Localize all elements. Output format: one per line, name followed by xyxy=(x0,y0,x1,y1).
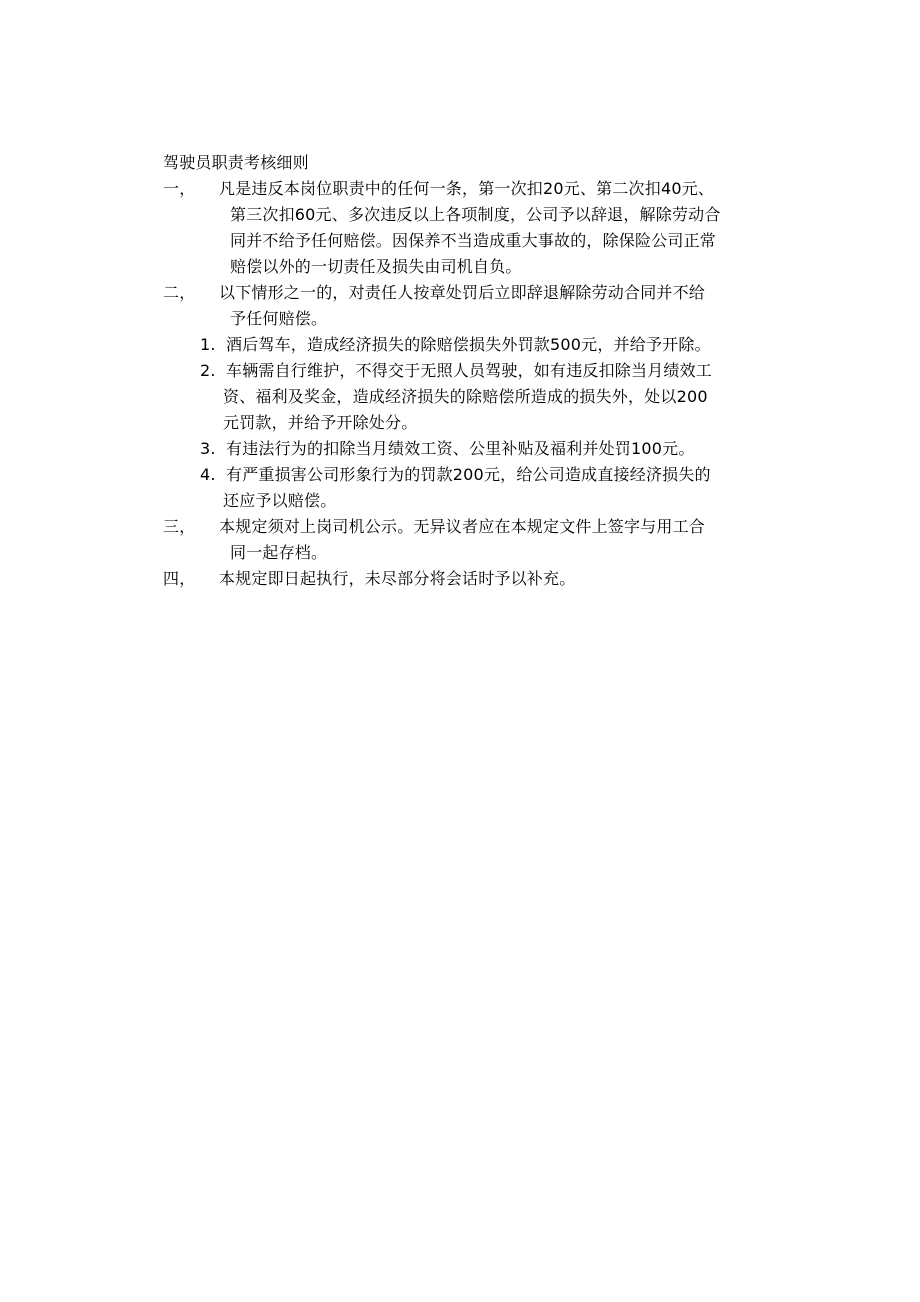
section-number: 三， xyxy=(163,517,196,536)
item-number: 3. xyxy=(200,439,216,458)
text-line: 车辆需自行维护，不得交于无照人员驾驶，如有违反扣除当月绩效工 xyxy=(226,361,713,380)
text-line: 有严重损害公司形象行为的罚款200元，给公司造成直接经济损失的 xyxy=(226,465,711,484)
text-line: 赔偿以外的一切责任及损失由司机自负。 xyxy=(230,257,522,276)
section-4 xyxy=(163,566,793,592)
item-text xyxy=(223,462,793,514)
text-line: 还应予以赔偿。 xyxy=(223,491,337,510)
penalty-list xyxy=(163,332,793,514)
section-text xyxy=(219,280,793,332)
section-2 xyxy=(163,280,793,332)
section-number: 四， xyxy=(163,569,196,588)
document-title: 驾驶员职责考核细则 xyxy=(163,153,309,172)
text-line: 以下情形之一的，对责任人按章处罚后立即辞退解除劳动合同并不给 xyxy=(219,283,706,302)
text-line: 予任何赔偿。 xyxy=(230,309,328,328)
list-item xyxy=(200,332,793,358)
item-text xyxy=(226,332,793,358)
item-text xyxy=(223,358,793,436)
item-number: 4. xyxy=(200,465,216,484)
item-text xyxy=(226,436,793,462)
section-3 xyxy=(163,514,793,566)
section-text xyxy=(219,514,793,566)
text-line: 同并不给予任何赔偿。因保养不当造成重大事故的，除保险公司正常 xyxy=(230,231,717,250)
list-item xyxy=(200,358,793,436)
section-text xyxy=(219,566,793,592)
text-line: 有违法行为的扣除当月绩效工资、公里补贴及福利并处罚100元。 xyxy=(226,439,695,458)
section-number: 二， xyxy=(163,283,196,302)
item-number: 2. xyxy=(200,361,216,380)
list-item xyxy=(200,436,793,462)
section-number: 一， xyxy=(163,179,196,198)
text-line: 本规定须对上岗司机公示。无异议者应在本规定文件上签字与用工合 xyxy=(219,517,706,536)
text-line: 酒后驾车，造成经济损失的除赔偿损失外罚款500元，并给予开除。 xyxy=(226,335,711,354)
text-line: 本规定即日起执行，未尽部分将会话时予以补充。 xyxy=(219,569,576,588)
list-item xyxy=(200,462,793,514)
document-body xyxy=(163,150,793,592)
text-line: 元罚款，并给予开除处分。 xyxy=(223,413,418,432)
text-line: 同一起存档。 xyxy=(230,543,328,562)
text-line: 第三次扣60元、多次违反以上各项制度，公司予以辞退，解除劳动合 xyxy=(230,205,721,224)
item-number: 1. xyxy=(200,335,216,354)
section-text xyxy=(219,176,793,280)
section-1 xyxy=(163,176,793,280)
text-line: 凡是违反本岗位职责中的任何一条，第一次扣20元、第二次扣40元、 xyxy=(219,179,715,198)
text-line: 资、福利及奖金，造成经济损失的除赔偿所造成的损失外，处以200 xyxy=(223,387,708,406)
